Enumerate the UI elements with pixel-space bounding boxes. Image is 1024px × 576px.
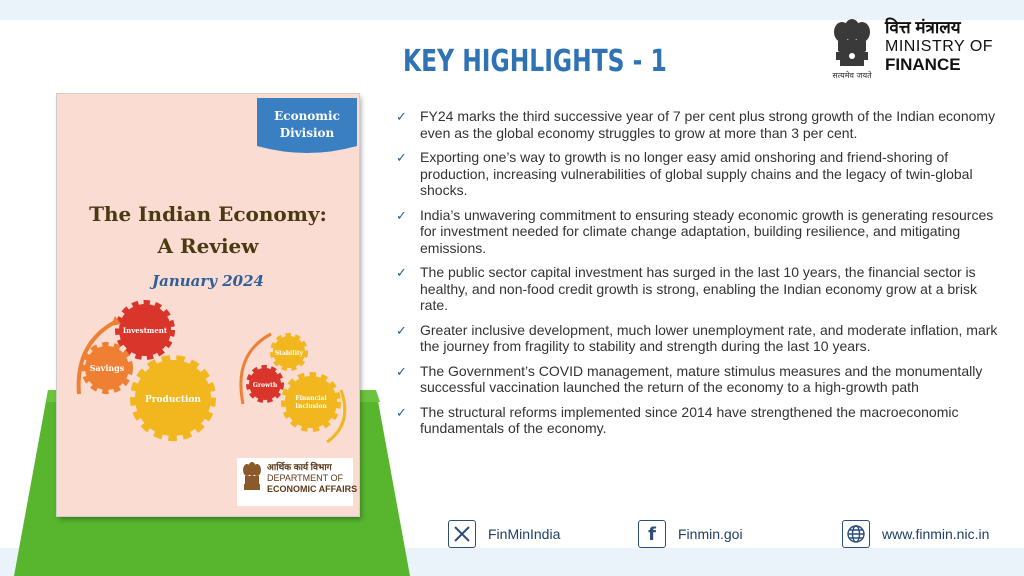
facebook-link[interactable] <box>638 520 743 548</box>
cover-title-line2: A Review <box>157 234 259 258</box>
checkmark-icon: ✓ <box>396 404 407 420</box>
gear-label-investment: Investment <box>122 326 168 335</box>
x-icon <box>448 520 476 548</box>
checkmark-icon: ✓ <box>396 265 407 280</box>
gear-investment-icon <box>119 304 171 356</box>
page-title: KEY HIGHLIGHTS - 1 <box>403 44 667 79</box>
dea-emblem-icon <box>241 460 263 502</box>
list-item <box>396 108 1006 141</box>
twitter-handle: FinMinIndia <box>488 526 561 542</box>
gear-label-savings: Savings <box>89 363 125 373</box>
list-item <box>396 264 1006 314</box>
highlight-text: Exporting one’s way to growth is no longer easy amid onshoring and friend-shoring of production, increasing vulnerabilities of global supply chains and the legacy of twin-global shocks. <box>420 149 973 198</box>
ministry-logo <box>885 18 993 74</box>
facebook-icon: f <box>638 520 666 548</box>
highlight-text: Greater inclusive development, much lower unemployment rate, and moderate inflation, mark the journey from fragility to stability and strength during the last 10 years. <box>420 321 998 354</box>
cover-title-line1: The Indian Economy: <box>89 202 327 226</box>
dea-line1: DEPARTMENT OF <box>267 473 344 483</box>
report-cover <box>57 94 359 516</box>
ministry-line2: FINANCE <box>885 55 961 74</box>
dea-line2: ECONOMIC AFFAIRS <box>267 484 358 494</box>
highlight-text: India’s unwavering commitment to ensuring steady economic growth is generating resources for investment needed for climate change adaptation, building resilience, and mitigating emissions. <box>420 206 994 256</box>
highlight-text: The public sector capital investment has surged in the last 10 years, the financial sector is healthy, and non-food credit growth is strong, enabling the Indian economy grow at a brisk rate. <box>420 264 977 313</box>
list-item <box>396 322 1006 355</box>
gear-label-growth: Growth <box>252 382 278 389</box>
checkmark-icon: ✓ <box>396 109 407 124</box>
gear-savings-icon <box>85 346 129 390</box>
ministry-hindi: वित्त मंत्रालय <box>885 18 961 37</box>
twitter-link[interactable] <box>448 520 560 548</box>
national-emblem-icon <box>828 12 876 82</box>
highlights-list <box>396 108 1006 445</box>
gear-production-icon <box>135 360 211 436</box>
list-item <box>396 363 1006 396</box>
gear-label-production: Production <box>145 395 201 405</box>
website-url: www.finmin.nic.in <box>882 526 990 542</box>
highlight-text: The structural reforms implemented since 2014 have strengthened the macroeconomic fundamentals of the economy. <box>420 403 959 436</box>
website-link[interactable] <box>842 520 989 548</box>
checkmark-icon: ✓ <box>396 322 407 338</box>
highlight-text: FY24 marks the third successive year of 7 per cent plus strong growth of the Indian economy even as the global economy struggles to grow at more than 3 per cent. <box>420 108 996 141</box>
checkmark-icon: ✓ <box>396 363 407 379</box>
globe-icon <box>842 520 870 548</box>
dea-logo-text <box>267 462 357 495</box>
gear-financial-inclusion-icon <box>285 376 337 428</box>
highlight-text: The Government’s COVID management, mature stimulus measures and the monumentally successful vaccination launched the return of the economy to a high-growth path <box>420 362 983 395</box>
dea-hindi: आर्थिक कार्य विभाग <box>267 462 332 472</box>
division-line2: Division <box>279 126 335 140</box>
cover-date: January 2024 <box>152 272 264 290</box>
emblem-caption: सत्यमेव जयते <box>832 71 872 80</box>
gear-growth-icon <box>249 368 281 400</box>
list-item <box>396 404 1006 437</box>
ministry-line1: MINISTRY OF <box>885 38 994 55</box>
list-item <box>396 149 1006 199</box>
gear-label-financial-1: Financial <box>295 395 327 402</box>
checkmark-icon: ✓ <box>396 150 407 165</box>
division-label <box>257 108 357 142</box>
gear-stability-icon <box>273 336 305 368</box>
checkmark-icon: ✓ <box>396 207 407 223</box>
facebook-handle: Finmin.goi <box>678 526 743 542</box>
list-item <box>396 207 1006 257</box>
gear-label-stability: Stability <box>274 350 304 357</box>
gear-label-financial-2: Inclusion <box>295 403 327 410</box>
gears-illustration <box>57 294 359 454</box>
division-line1: Economic <box>274 109 340 123</box>
